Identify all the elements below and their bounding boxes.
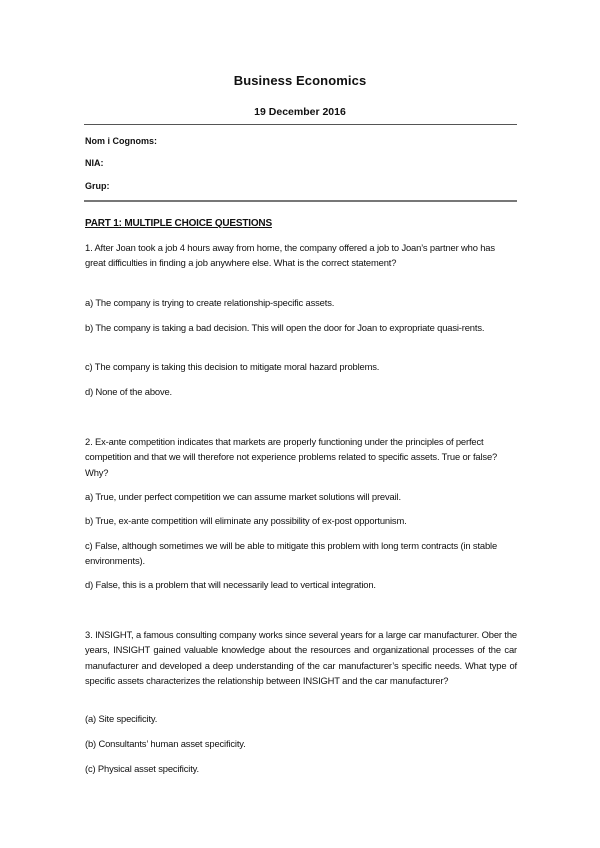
question-2-text: 2. Ex-ante competition indicates that markets are properly functioning under the principles of perfect competition and that we will therefore not experience problems related to specific assets. True or false? Why? xyxy=(85,436,498,478)
question-2-option-a: a) True, under perfect competition we can assume market solutions will prevail. xyxy=(85,491,401,502)
document-title: Business Economics xyxy=(233,73,367,88)
question-1-option-c: c) The company is taking this decision to mitigate moral hazard problems. xyxy=(85,361,380,372)
bottom-divider xyxy=(84,200,517,202)
question-2-option-d: d) False, this is a problem that will necessarily lead to vertical integration. xyxy=(85,579,376,590)
name-field-label: Nom i Cognoms: xyxy=(85,136,157,146)
question-1-option-a: a) The company is trying to create relationship-specific assets. xyxy=(85,297,335,308)
question-2-option-c: c) False, although sometimes we will be able to mitigate this problem with long term contracts (in stable environments). xyxy=(85,540,498,567)
section-heading: PART 1: MULTIPLE CHOICE QUESTIONS xyxy=(85,218,272,229)
question-1-option-b: b) The company is taking a bad decision. This will open the door for Joan to expropriate quasi-rents. xyxy=(85,322,485,333)
group-field-label: Grup: xyxy=(85,181,110,191)
question-1-option-d: d) None of the above. xyxy=(85,386,173,397)
question-3-option-c: (c) Physical asset specificity. xyxy=(85,763,199,774)
top-divider xyxy=(84,124,517,125)
question-1-text: 1. After Joan took a job 4 hours away from home, the company offered a job to Joan’s partner who has great difficulties in finding a job anywhere else. What is the correct statement? xyxy=(85,242,495,269)
question-2-option-b: b) True, ex-ante competition will eliminate any possibility of ex-post opportunism. xyxy=(85,515,407,526)
exam-date: 19 December 2016 xyxy=(254,106,346,118)
question-3-option-a: (a) Site specificity. xyxy=(85,713,158,724)
question-3-option-b: (b) Consultants’ human asset specificity. xyxy=(85,738,246,749)
question-3-text: 3. INSIGHT, a famous consulting company works since several years for a large car manufacturer. Ober the years, INSIGHT gained valuable knowledge about the resources and organizational processes of the car manufacturer and developed a deep understanding of the car manufacturer’s specific needs. What type of specific assets characterizes the relationship between INSIGHT and the car manufacturer? xyxy=(85,629,517,687)
nia-field-label: NIA: xyxy=(85,158,104,168)
